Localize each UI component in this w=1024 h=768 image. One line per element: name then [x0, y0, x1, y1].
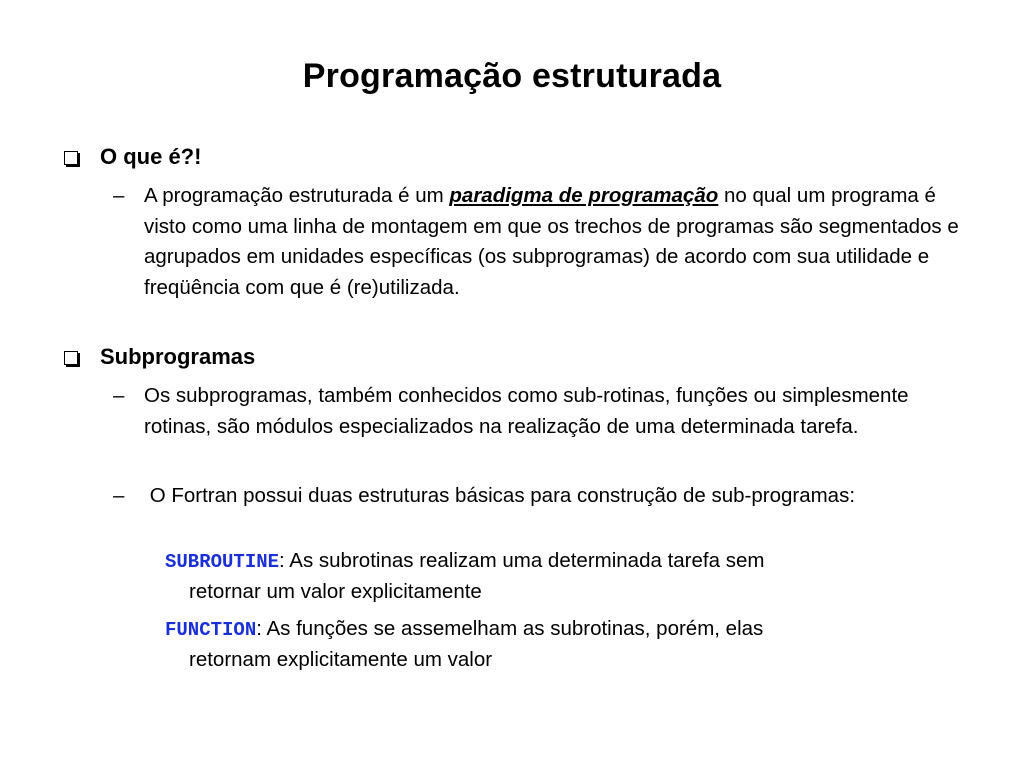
bullet-item-fortran-structures	[113, 481, 924, 512]
definition-emphasis: paradigma de programação	[449, 184, 719, 207]
keyword-function: FUNCTION	[165, 619, 257, 641]
subroutine-line1: : As subrotinas realizam uma determinada tarefa sem	[279, 549, 765, 572]
fortran-structures-text: O Fortran possui duas estruturas básicas para construção de sub-programas:	[144, 484, 856, 507]
dash-bullet-icon: –	[113, 384, 125, 407]
function-line2: retornam explicitamente um valor	[189, 648, 493, 671]
sub-item-function	[165, 614, 965, 675]
bullet-item-subprograms-desc	[113, 381, 944, 442]
dash-bullet-icon: –	[113, 484, 125, 507]
section-heading-subprograms	[64, 342, 255, 372]
slide-title: Programação estruturada	[302, 57, 722, 95]
function-line1: : As funções se assemelham as subrotinas, porém, elas	[256, 617, 764, 640]
definition-text-before: A programação estruturada é um	[144, 184, 450, 207]
subroutine-line2: retornar um valor explicitamente	[189, 580, 482, 603]
dash-bullet-icon: –	[113, 184, 125, 207]
sub-item-subroutine	[165, 546, 965, 607]
section-heading-label: O que é?!	[100, 144, 202, 169]
checkbox-bullet-icon	[64, 351, 78, 365]
subprograms-desc-text: Os subprogramas, também conhecidos como sub-rotinas, funções ou simplesmente rotinas, são módulos especializados na realização de uma determinada tarefa.	[144, 384, 909, 438]
checkbox-bullet-icon	[64, 151, 78, 165]
section-heading-label: Subprogramas	[100, 344, 256, 369]
definition-text-after: no qual um programa é visto como uma linha de montagem em que os trechos de programas são segmentados e agrupados em unidades específicas (os subprogramas) de acordo com sua utilidade e freqüência com que é (re)utilizada.	[144, 184, 959, 299]
bullet-item-definition	[113, 181, 974, 303]
section-heading-what-is	[64, 142, 201, 172]
keyword-subroutine: SUBROUTINE	[165, 551, 280, 573]
